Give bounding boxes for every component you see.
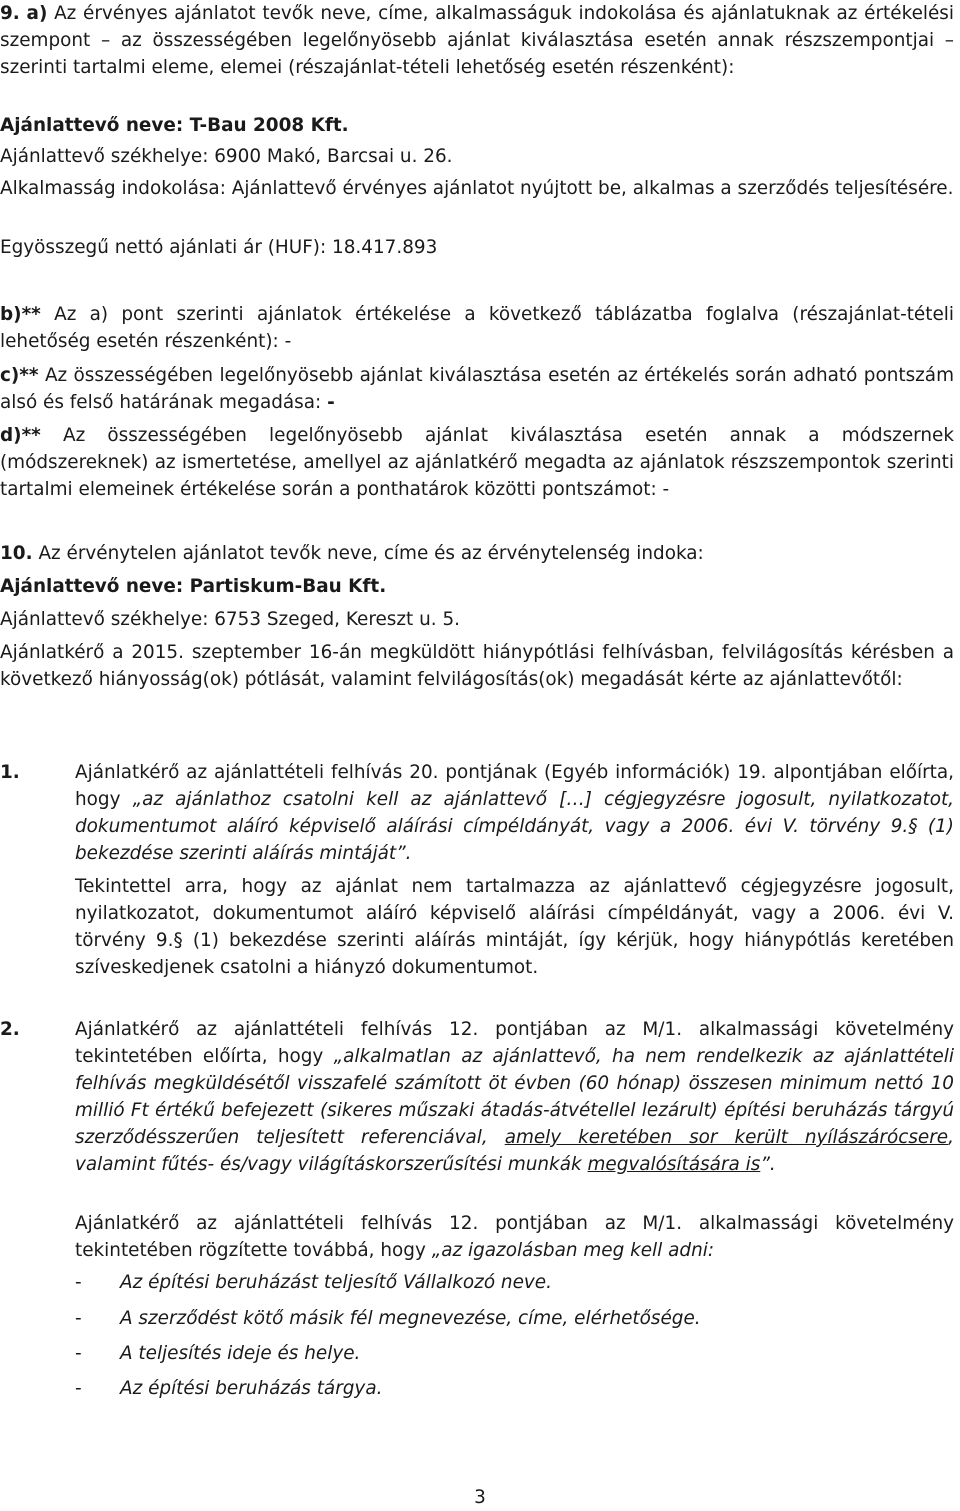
section-10-heading: [0, 540, 954, 567]
item-2-number: 2.: [0, 1019, 20, 1040]
item-2-paragraph-1: [75, 1016, 954, 1178]
bidder-name-9: Ajánlattevő neve: T-Bau 2008 Kft.: [0, 115, 349, 136]
item-a-text: Az érvényes ajánlatot tevők neve, címe, alkalmasságuk indokolása és ajánlatuknak az értékelési szempont – az összességében legelőnyösebb ajánlat kiválasztása esetén annak részszempontjai – szerinti tartalmi eleme, elemei (részajánlat-tételi lehetőség esetén részenként):: [0, 3, 954, 78]
item-c-text: Az összességében legelőnyösebb ajánlat kiválasztása esetén az értékelés során adható pontszám alsó és felső határának megadása:: [0, 365, 954, 413]
bullet-dash: -: [75, 1308, 82, 1329]
page-number: 3: [474, 1487, 486, 1508]
item-b-label: b)**: [0, 304, 41, 325]
bullet-dash: -: [75, 1378, 82, 1399]
section-9-c: [0, 362, 954, 416]
item-2-plain: Ajánlatkérő az ajánlattételi felhívás 12. pontjában az M/1. alkalmassági követelmény tekintetében előírta, hogy: [75, 1019, 954, 1067]
section-9-a: [0, 0, 954, 81]
item-2-p2-plain: Ajánlatkérő az ajánlattételi felhívás 12. pontjában az M/1. alkalmassági követelmény tekintetében rögzítette továbbá, hogy: [75, 1213, 954, 1261]
item-2-quote-a: „alkalmatlan az ajánlattevő, ha nem rendelkezik az ajánlattételi felhívás megküldésétől visszafelé számított öt évben (60 hónap) összesen minimum nettó 10 millió Ft értékű befejezett (sikeres műszaki átadás-átvétellel lezárult) építési beruházás tárgyú szerződésszerűen teljesített referenciával,: [75, 1046, 954, 1148]
list-item: A teljesítés ideje és helye.: [120, 1343, 361, 1364]
item-2-quote-b: , valamint fűtés- és/vagy világításkorszerűsítési munkák: [75, 1127, 954, 1175]
section-10-title: Az érvénytelen ajánlatot tevők neve, címe és az érvénytelenség indoka:: [38, 543, 704, 564]
request-intro: Ajánlatkérő a 2015. szeptember 16-án megküldött hiánypótlási felhívásban, felvilágosítás kérésben a következő hiányosság(ok) pótlását, valamint felvilágosítás(ok) megadását kérte az ajánlattevőtől:: [0, 642, 954, 690]
item-2-p2-quote: „az igazolásban meg kell adni:: [431, 1240, 715, 1261]
bullet-dash: -: [75, 1272, 82, 1293]
bidder-name-10: Ajánlattevő neve: Partiskum-Bau Kft.: [0, 576, 387, 597]
list-item: A szerződést kötő másik fél megnevezése, címe, elérhetősége.: [120, 1308, 701, 1329]
list-item: Az építési beruházás tárgya.: [120, 1378, 383, 1399]
bidder-seat-10: Ajánlattevő székhelye: 6753 Szeged, Kereszt u. 5.: [0, 609, 460, 630]
item-1-number: 1.: [0, 762, 20, 783]
item-c-tail: -: [327, 392, 335, 413]
section-10-number: 10.: [0, 543, 33, 564]
item-d-text: Az összességében legelőnyösebb ajánlat kiválasztása esetén annak a módszernek (módszereknek) az ismertetése, amellyel az ajánlatkérő megadta az ajánlatok részszempontok szerinti tartalmi elemeinek értékelése során a ponthatárok közötti pontszámot: -: [0, 425, 954, 500]
bullet-dash: -: [75, 1343, 82, 1364]
list-item: Az építési beruházást teljesítő Vállalkozó neve.: [120, 1272, 552, 1293]
section-9-number: 9.: [0, 3, 20, 24]
section-9-d: [0, 422, 954, 503]
item-1-plain: Ajánlatkérő az ajánlattételi felhívás 20. pontjának (Egyéb információk) 19. alpontjában előírta, hogy: [75, 762, 954, 810]
item-1-paragraph-2: Tekintettel arra, hogy az ajánlat nem tartalmazza az ajánlattevő cégjegyzésre jogosult, nyilatkozatot, dokumentumot aláíró képviselő aláírási címpéldányát, vagy a 2006. évi V. törvény 9.§ (1) bekezdése szerinti aláírás mintáját, így kérjük, hogy hiánypótlás keretében szíveskedjenek csatolni a hiányzó dokumentumot.: [75, 876, 954, 978]
net-price: Egyösszegű nettó ajánlati ár (HUF): 18.417.893: [0, 237, 438, 258]
item-c-label: c)**: [0, 365, 39, 386]
item-a-label: a): [26, 3, 48, 24]
item-d-label: d)**: [0, 425, 41, 446]
item-1-quote: „az ajánlathoz csatolni kell az ajánlattevő […] cégjegyzésre jogosult, nyilatkozatot, dokumentumot aláíró képviselő aláírási címpéldányát, vagy a 2006. évi V. törvény 9.§ (1) bekezdése szerinti aláírás mintáját”.: [75, 789, 954, 864]
item-1-paragraph-1: [75, 759, 954, 867]
item-b-text: Az a) pont szerinti ajánlatok értékelése a következő táblázatba foglalva (részajánlat-tételi lehetőség esetén részenként): -: [0, 304, 954, 352]
item-2-paragraph-2: [75, 1210, 954, 1264]
bidder-seat-9: Ajánlattevő székhelye: 6900 Makó, Barcsai u. 26.: [0, 146, 453, 167]
section-9-b: [0, 301, 954, 355]
item-2-quote-underlined-1: amely keretében sor került nyílászárócsere: [504, 1127, 949, 1148]
item-2-quote-c: ”.: [760, 1154, 776, 1175]
suitability-text: Alkalmasság indokolása: Ajánlattevő érvényes ajánlatot nyújtott be, alkalmas a szerződés teljesítésére.: [0, 178, 954, 199]
item-2-quote-underlined-2: megvalósítására is: [587, 1154, 761, 1175]
